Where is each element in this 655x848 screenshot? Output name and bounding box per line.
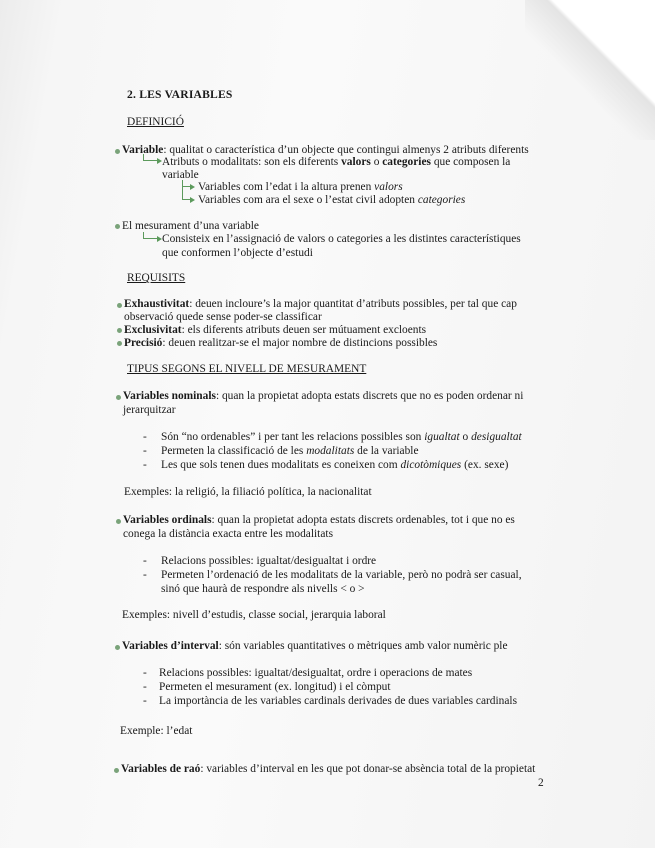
ordinals-exemples: Exemples: nivell d’estudis, classe social, jerarquia laboral	[122, 609, 386, 621]
bullet-rao	[114, 768, 119, 773]
interval-item-1: Relacions possibles: igualtat/desigualtat, ordre i operacions de mates	[159, 667, 473, 679]
bullet-exclusivitat	[117, 328, 122, 333]
requisits-heading: REQUISITS	[127, 272, 186, 284]
folded-corner	[525, 0, 655, 140]
mesurament-line-2: que conformen l’objecte d’estudi	[162, 247, 313, 259]
arrow-mesurament	[143, 232, 157, 239]
nominals-definition-2: jerarquitzar	[123, 404, 176, 416]
bullet-ordinals	[116, 519, 121, 524]
arrow-atributs	[143, 154, 157, 161]
section-title: 2. LES VARIABLES	[127, 88, 233, 101]
example-valors: Variables com l’edat i la altura prenen valors	[198, 181, 403, 193]
interval-definition: Variables d’interval: són variables quantitatives o mètriques amb valor numèric ple	[122, 640, 508, 652]
requisit-exhaustivitat-2: observació quede sense poder-se classificar	[124, 311, 322, 323]
mesurament-title: El mesurament d’una variable	[122, 220, 259, 232]
bullet-interval	[115, 645, 120, 650]
rao-definition: Variables de raó: variables d’interval en les que pot donar-se absència total de la propietat	[121, 763, 536, 775]
tipus-heading: TIPUS SEGONS EL NIVELL DE MESURAMENT	[127, 363, 367, 375]
nominals-item-3: Les que sols tenen dues modalitats es coneixen com dicotòmiques (ex. sexe)	[161, 459, 509, 471]
bullet-mesurament	[115, 224, 120, 229]
mesurament-line-1: Consisteix en l’assignació de valors o categories a les distintes característiques	[162, 233, 521, 245]
requisit-precisio: Precisió: deuen realitzar-se el major nombre de distincions possibles	[124, 337, 438, 349]
document-page: 2. LES VARIABLES DEFINICIÓ Variable: qualitat o característica d’un objecte que contingui almenys 2 atributs diferents Atributs o modalitats: son els diferents valors o categories que composen la variable Variables com l’edat i la altura prenen valors Variables com ara el sexe o l’estat civil adopten categories El mesurament d’una variable Consisteix en l’assignació de valors o categories a les distintes característiques que conformen l’objecte d’estudi REQUISITS Exhaustivitat: deuen incloure’s la major quantitat d’atributs possibles, per tal que cap observació quede sense poder-se classificar Exclusivitat: els diferents atributs deuen ser mútuament excloents Precisió: deuen realitzar-se el major nombre de distincions possibles TIPUS SEGONS EL NIVELL DE MESURAMENT Variables nominals: quan la propietat adopta estats discrets que no es poden ordenar ni jerarquitzar - Són “no ordenables” i per tant les relacions possibles son igualtat o desigualtat - Permeten la classificació de les modalitats de la variable - Les que sols tenen dues modalitats es coneixen com dicotòmiques (ex. sexe) Exemples: la religió, la filiació política, la nacionalitat Variables ordinals: quan la propietat adopta estats discrets ordenables, tot i que no es conega la distància exacta entre les modalitats - Relacions possibles: igualtat/desigualtat i ordre - Permeten l’ordenació de les modalitats de la variable, però no podrà ser casual, sinó que haurà de respondre als nivells < o > Exemples: nivell d’estudis, classe social, jerarquia laboral Variables d’interval: són variables quantitatives o mètriques amb valor numèric ple - Relacions possibles: igualtat/desigualtat, ordre i operacions de mates - Permeten el mesurament (ex. longitud) i el còmput - La importància de les variables cardinals derivades de dues variables cardinals Exemple: l’edat Variables de raó: variables d’interval en les que pot donar-se absència total de la propietat 2	[0, 0, 655, 848]
nominals-item-2: Permeten la classificació de les modalitats de la variable	[161, 445, 419, 457]
interval-item-2: Permeten el mesurament (ex. longitud) i el còmput	[159, 681, 391, 693]
atributs-line-2: variable	[162, 169, 199, 181]
interval-exemple: Exemple: l’edat	[120, 725, 193, 737]
variable-definition: Variable: qualitat o característica d’un objecte que contingui almenys 2 atributs diferents	[122, 144, 529, 156]
bullet-precisio	[117, 341, 122, 346]
requisit-exhaustivitat: Exhaustivitat: deuen incloure’s la major quantitat d’atributs possibles, per tal que cap	[124, 298, 517, 310]
page-number: 2	[538, 777, 544, 789]
bullet-variable	[115, 149, 120, 154]
bullet-exhaustivitat	[117, 303, 122, 308]
ordinals-definition: Variables ordinals: quan la propietat adopta estats discrets ordenables, tot i que no es	[123, 514, 515, 526]
nominals-definition: Variables nominals: quan la propietat adopta estats discrets que no es poden ordenar ni	[123, 390, 524, 402]
ordinals-item-2-line-2: sinó que haurà de respondre als nivells < o >	[161, 583, 365, 595]
ordinals-definition-2: conega la distància exacta entre les modalitats	[123, 528, 333, 540]
ordinals-item-2: Permeten l’ordenació de les modalitats de la variable, però no podrà ser casual,	[161, 569, 522, 581]
requisit-exclusivitat: Exclusivitat: els diferents atributs deuen ser mútuament excloents	[124, 324, 427, 336]
nominals-item-1: Són “no ordenables” i per tant les relacions possibles son igualtat o desigualtat	[161, 431, 522, 443]
arrow-categories	[182, 186, 190, 200]
bullet-nominals	[116, 395, 121, 400]
nominals-exemples: Exemples: la religió, la filiació política, la nacionalitat	[124, 486, 372, 498]
interval-item-3: La importància de les variables cardinals derivades de dues variables cardinals	[159, 695, 518, 707]
ordinals-item-1: Relacions possibles: igualtat/desigualtat i ordre	[161, 555, 377, 567]
definicio-heading: DEFINICIÓ	[127, 116, 184, 128]
example-categories: Variables com ara el sexe o l’estat civil adopten categories	[198, 194, 466, 206]
atributs-line: Atributs o modalitats: son els diferents valors o categories que composen la	[162, 156, 511, 168]
